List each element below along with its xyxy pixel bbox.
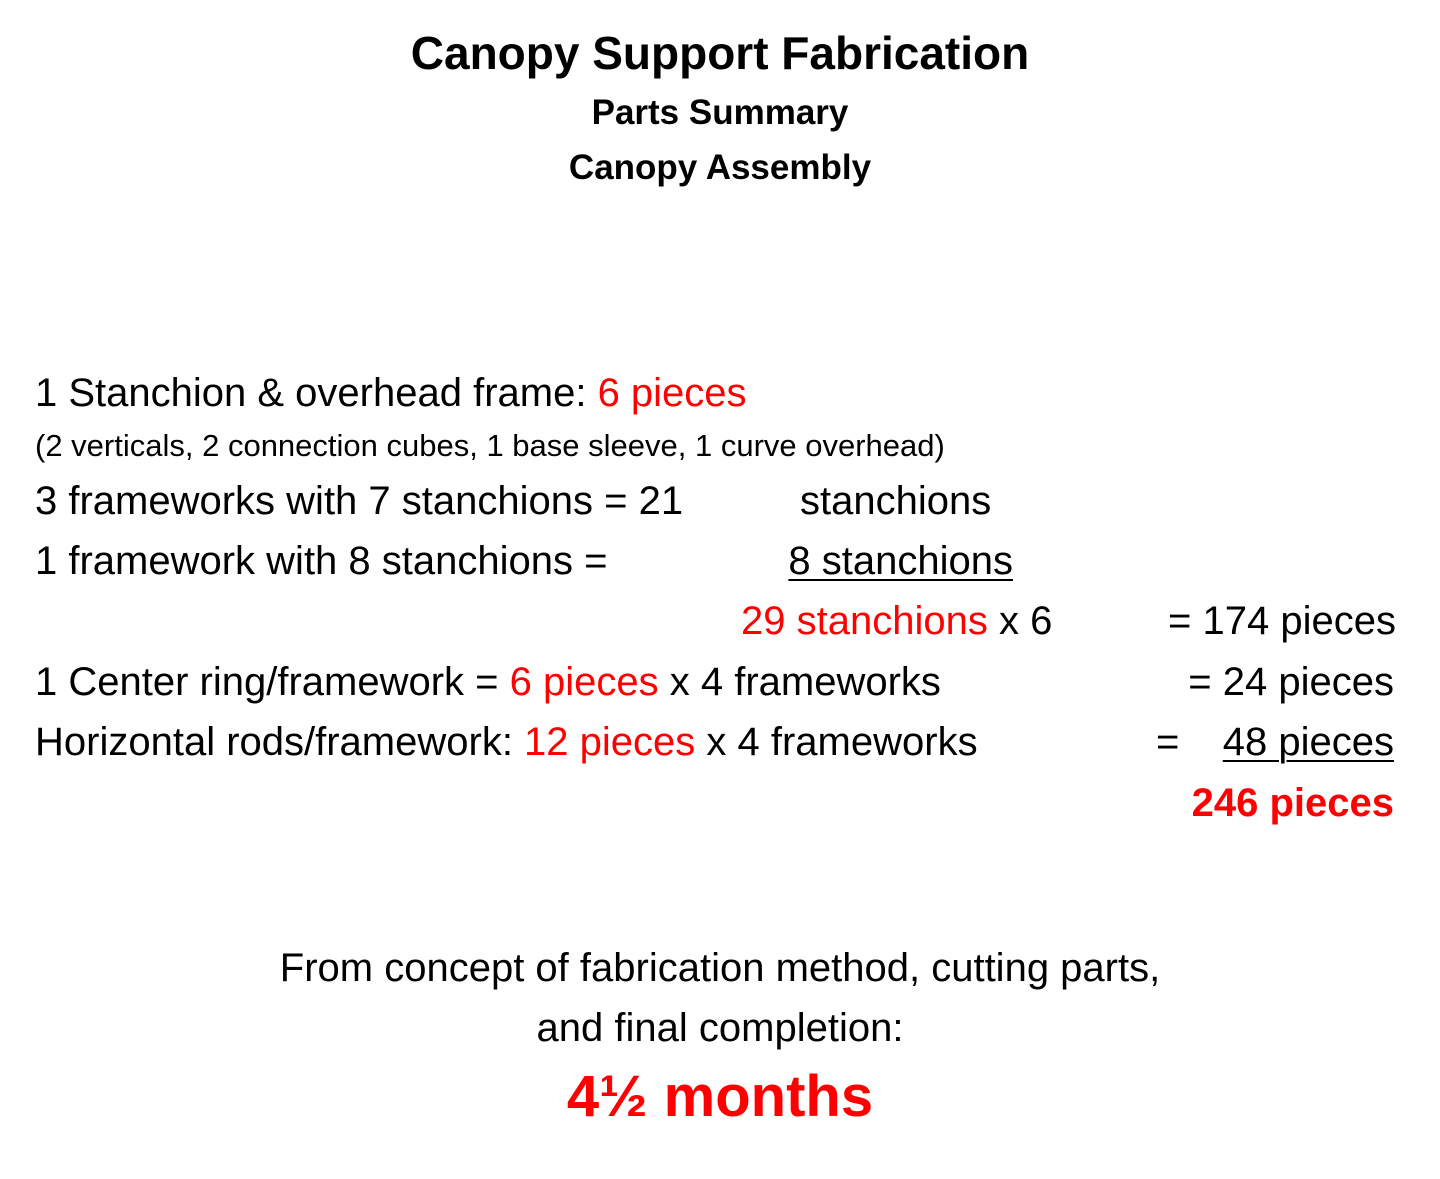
center-ring-pieces: 6 pieces [509,660,659,704]
stanchion-frame-pieces: 6 pieces [597,371,747,415]
stanchion-parts-breakdown: (2 verticals, 2 connection cubes, 1 base sleeve, 1 curve overhead) [35,428,945,463]
center-ring-line [35,662,941,702]
horizontal-rods-line [35,722,978,762]
footer-line-1: From concept of fabrication method, cutting parts, [279,946,1161,990]
page-title: Canopy Support Fabrication [410,27,1030,79]
horizontal-rods-multiplier: x 4 frameworks [695,720,978,764]
center-ring-total: = 24 pieces [1188,660,1394,704]
stanchion-subtotal-line [741,601,1052,641]
stanchion-count: 29 stanchions [741,599,988,643]
framework-eight-stanchions-value: 8 stanchions [788,539,1013,583]
frameworks-seven-stanchions-line: 3 frameworks with 7 stanchions = 21 [35,479,684,523]
framework-eight-stanchions-line: 1 framework with 8 stanchions = [35,539,608,583]
page-subtitle-canopy-assembly: Canopy Assembly [568,148,872,187]
stanchion-subtotal-pieces: = 174 pieces [1168,599,1396,643]
horizontal-rods-total: 48 pieces [1222,720,1394,764]
completion-duration: 4½ months [566,1064,874,1129]
footer-line-2: and final completion: [536,1006,904,1050]
stanchion-frame-label: 1 Stanchion & overhead frame: [35,371,598,415]
stanchion-frame-line [35,373,747,413]
page-subtitle-parts-summary: Parts Summary [591,93,849,132]
frameworks-seven-stanchions-unit: stanchions [800,479,992,523]
horizontal-rods-equals: = [1156,720,1180,764]
grand-total: 246 pieces [1191,781,1394,825]
horizontal-rods-label: Horizontal rods/framework: [35,720,525,764]
stanchion-multiplier: x 6 [987,599,1053,643]
horizontal-rods-pieces: 12 pieces [524,720,696,764]
center-ring-label: 1 Center ring/framework = [35,660,510,704]
center-ring-multiplier: x 4 frameworks [658,660,941,704]
